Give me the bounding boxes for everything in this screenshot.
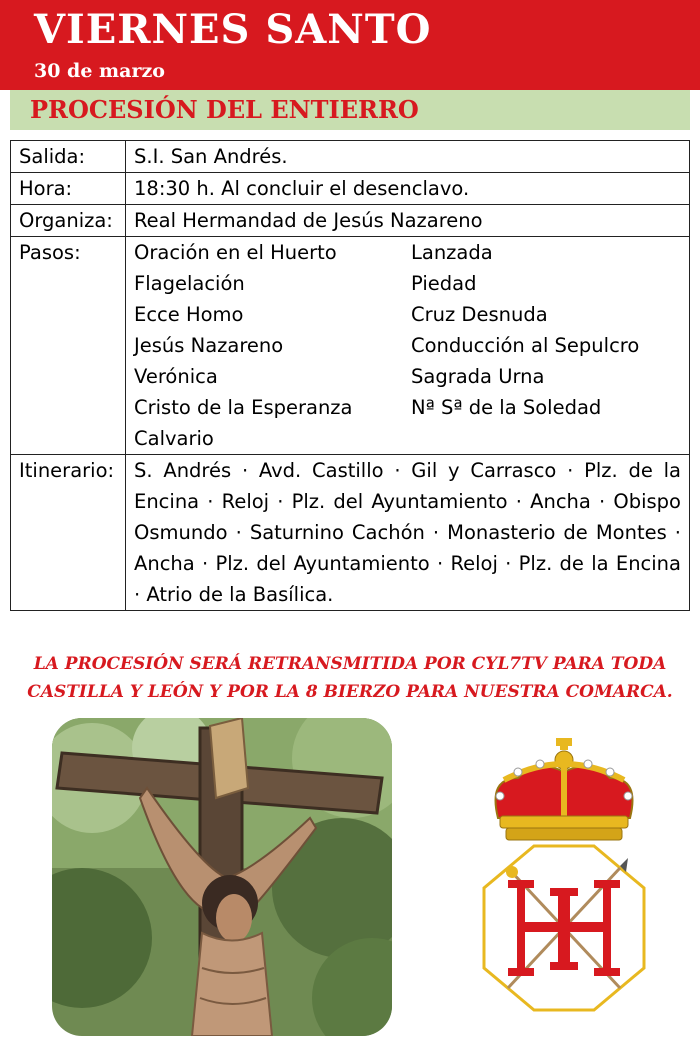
hora-label: Hora: xyxy=(11,173,126,205)
paso-item: Ecce Homo xyxy=(134,303,244,326)
paso-item: Conducción al Sepulcro xyxy=(411,334,640,357)
hora-value: 18:30 h. Al concluir el desenclavo. xyxy=(126,173,690,205)
octagon-emblem-icon xyxy=(484,846,644,1010)
pasos-value xyxy=(126,237,690,455)
info-table xyxy=(10,140,690,611)
crown-icon xyxy=(496,738,633,840)
itinerario-value: S. Andrés · Avd. Castillo · Gil y Carrasco · Plz. de la Encina · Reloj · Plz. del Ayuntamiento · Ancha · Obispo Osmundo · Saturnino Cachón · Monasterio de Montes · Ancha · Plz. del Ayuntamiento · Reloj · Plz. de la Encina · Atrio de la Basílica. xyxy=(126,455,690,611)
notice-line-2: CASTILLA Y LEÓN Y POR LA 8 BIERZO PARA NUESTRA COMARCA. xyxy=(27,682,673,702)
procession-title: PROCESIÓN DEL ENTIERRO xyxy=(30,95,419,124)
paso-item: Sagrada Urna xyxy=(411,365,545,388)
itinerario-label: Itinerario: xyxy=(11,455,126,611)
row-itinerario xyxy=(11,455,690,611)
crucifix-photo xyxy=(52,718,392,1036)
organiza-label: Organiza: xyxy=(11,205,126,237)
broadcast-notice xyxy=(0,650,700,706)
paso-item: Verónica xyxy=(134,365,218,388)
paso-item: Lanzada xyxy=(411,241,493,264)
paso-item: Jesús Nazareno xyxy=(134,334,284,357)
crucifix-illustration xyxy=(52,718,392,1036)
pasos-label: Pasos: xyxy=(11,237,126,455)
notice-line-1: LA PROCESIÓN SERÁ RETRANSMITIDA POR CYL7TV PARA TODA xyxy=(33,654,667,674)
salida-value: S.I. San Andrés. xyxy=(126,141,690,173)
paso-item: Flagelación xyxy=(134,272,245,295)
event-date: 30 de marzo xyxy=(34,60,165,82)
paso-item: Nª Sª de la Soledad xyxy=(411,396,602,419)
row-pasos xyxy=(11,237,690,455)
page-title: VIERNES SANTO xyxy=(34,6,432,53)
brotherhood-crest xyxy=(478,738,650,1018)
salida-label: Salida: xyxy=(11,141,126,173)
paso-item: Cruz Desnuda xyxy=(411,303,548,326)
row-organiza xyxy=(11,205,690,237)
pasos-list xyxy=(134,237,681,454)
paso-item: Cristo de la Esperanza xyxy=(134,396,353,419)
paso-item: Oración en el Huerto xyxy=(134,241,337,264)
organiza-value: Real Hermandad de Jesús Nazareno xyxy=(126,205,690,237)
row-salida xyxy=(11,141,690,173)
paso-item: Calvario xyxy=(134,427,214,450)
row-hora xyxy=(11,173,690,205)
paso-item: Piedad xyxy=(411,272,477,295)
